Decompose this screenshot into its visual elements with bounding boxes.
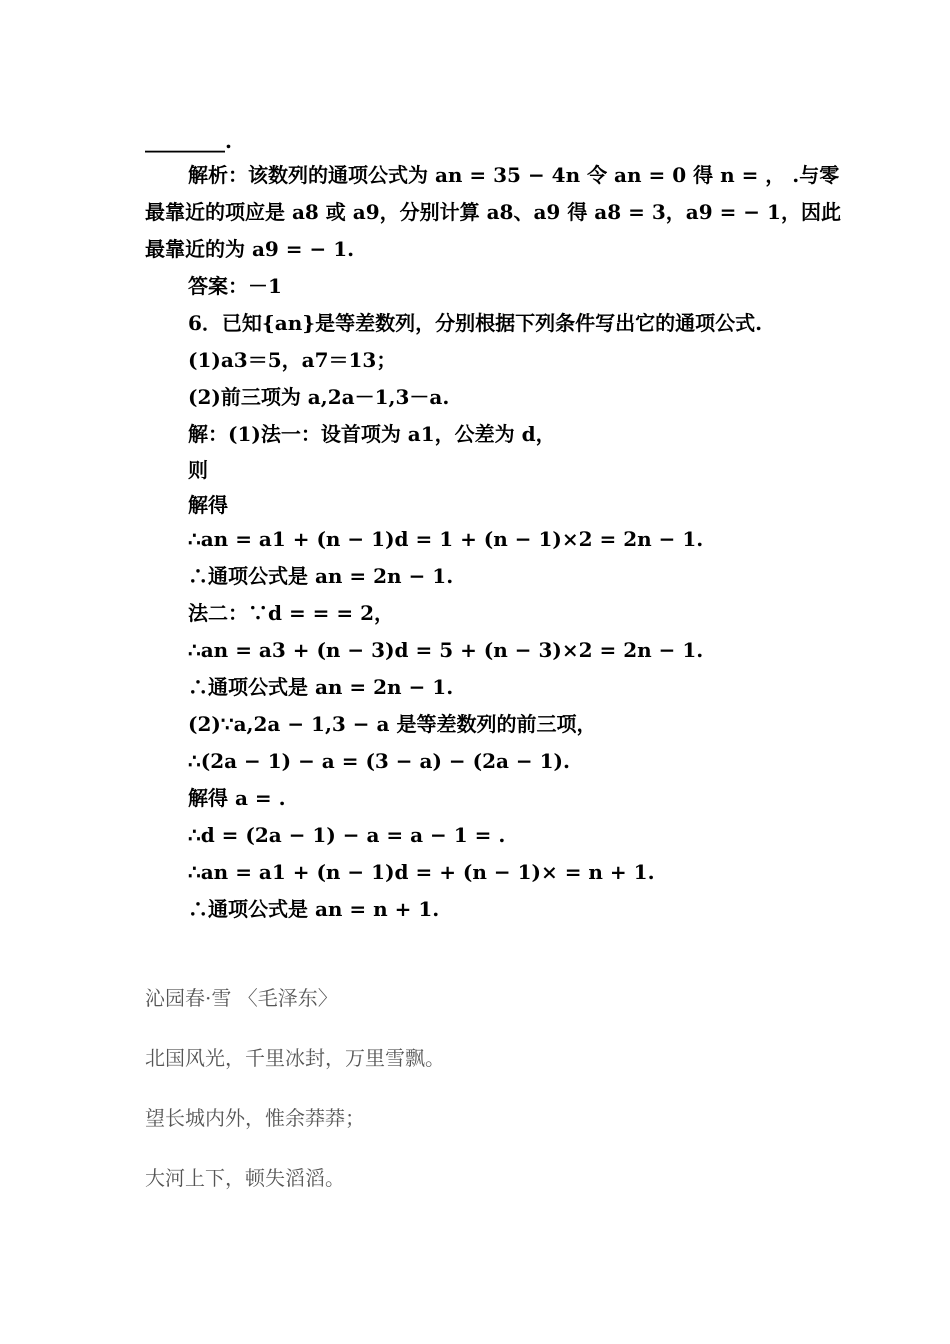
analysis-line-2: 最靠近的项应是 a8 或 a9，分别计算 a8、a9 得 a8 = 3，a9 = − 1，因此	[145, 200, 841, 224]
solution-part-2-solve: 解得 a = .	[188, 786, 286, 810]
solution-part-2-d: ∴d = (2a − 1) − a = a − 1 = .	[188, 823, 506, 847]
problem-6-part-2: (2)前三项为 a,2a－1,3－a.	[188, 385, 450, 409]
solution-method-2-intro: 法二：∵d = = = 2，	[188, 601, 395, 625]
solution-part-2-intro: (2)∵a,2a − 1,3 − a 是等差数列的前三项，	[188, 712, 597, 736]
solution-part-2-equation: ∴(2a − 1) − a = (3 − a) − (2a − 1).	[188, 749, 570, 773]
analysis-line-3: 最靠近的为 a9 = − 1.	[145, 237, 355, 261]
solution-then: 则	[188, 458, 208, 482]
poem-title: 沁园春·雪 〈毛泽东〉	[145, 986, 338, 1010]
answer-line: 答案：－1	[188, 274, 282, 298]
problem-6-part-1: (1)a3＝5，a7＝13；	[188, 348, 397, 372]
solution-solve: 解得	[188, 493, 228, 517]
solution-part-2-an: ∴an = a1 + (n − 1)d = + (n − 1)× = n + 1.	[188, 860, 655, 884]
solution-formula-2: ∴通项公式是 an = 2n − 1.	[188, 675, 454, 699]
problem-6-statement: 6．已知{an}是等差数列，分别根据下列条件写出它的通项公式.	[188, 311, 763, 335]
solution-formula-3: ∴通项公式是 an = n + 1.	[188, 897, 440, 921]
poem-line-3: 大河上下，顿失滔滔。	[145, 1166, 345, 1190]
poem-line-1: 北国风光，千里冰封，万里雪飘。	[145, 1046, 445, 1070]
solution-step-an: ∴an = a1 + (n − 1)d = 1 + (n − 1)×2 = 2n − 1.	[188, 527, 704, 551]
analysis-line-1: 解析：该数列的通项公式为 an = 35 − 4n 令 an = 0 得 n = ， .与零	[188, 163, 840, 187]
solution-method-2-step: ∴an = a3 + (n − 3)d = 5 + (n − 3)×2 = 2n − 1.	[188, 638, 704, 662]
solution-formula-1: ∴通项公式是 an = 2n − 1.	[188, 564, 454, 588]
answer-blank-line: ________.	[145, 129, 232, 153]
poem-line-2: 望长城内外，惟余莽莽；	[145, 1106, 365, 1130]
solution-method-1-intro: 解：(1)法一：设首项为 a1，公差为 d，	[188, 422, 556, 446]
